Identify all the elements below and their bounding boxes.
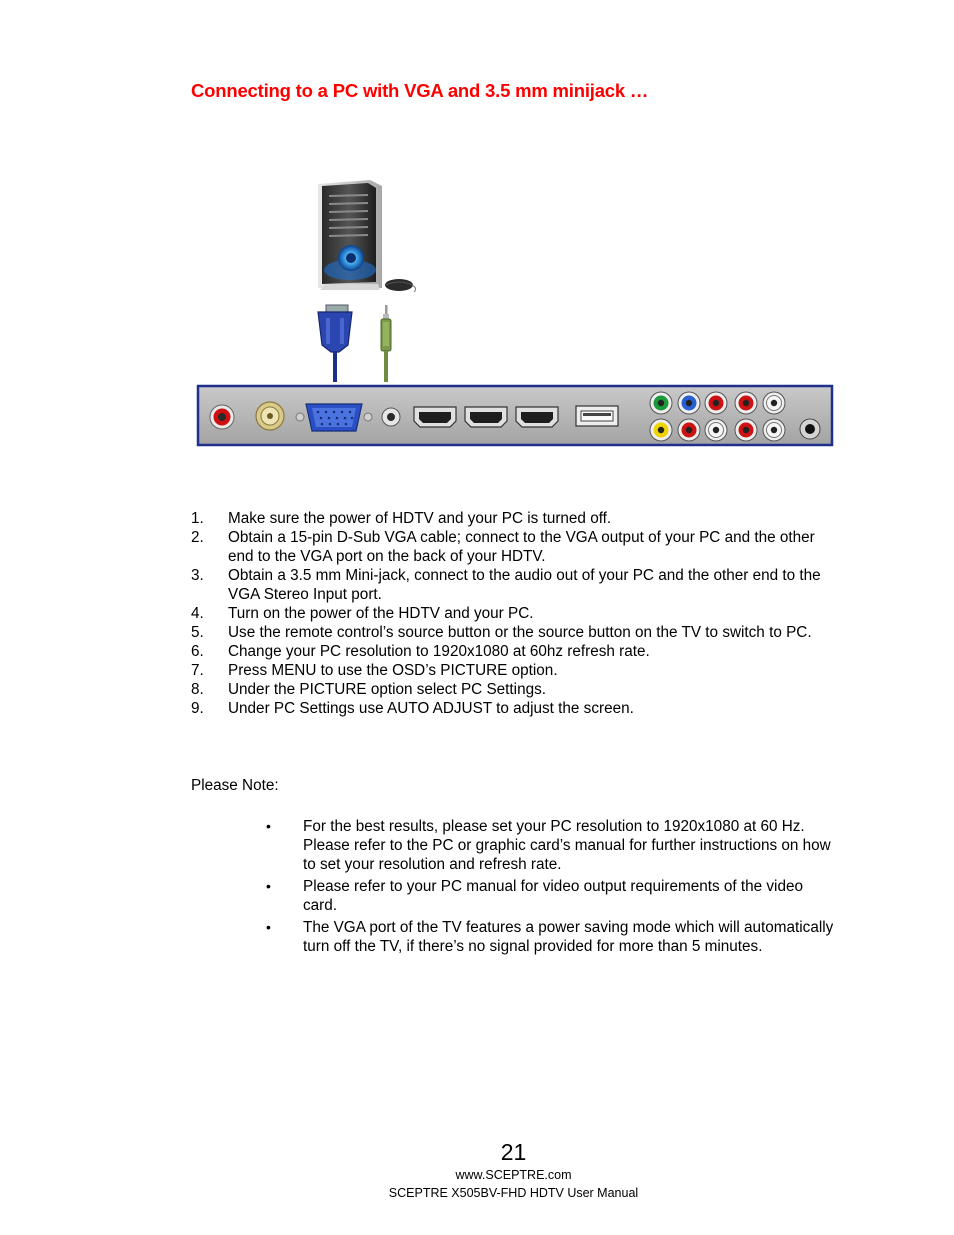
footer-manual-title: SCEPTRE X505BV-FHD HDTV User Manual — [388, 1186, 639, 1200]
coax-antenna-port — [256, 402, 284, 430]
minijack-plug-icon — [381, 305, 391, 382]
av-audio-l-port — [705, 419, 727, 441]
audio-l-port — [763, 392, 785, 414]
page-title: Connecting to a PC with VGA and 3.5 mm minijack … — [191, 80, 649, 101]
page-number: 21 — [500, 1139, 527, 1165]
usb-port — [576, 406, 618, 426]
list-item: 6. Change your PC resolution to 1920x1080 at 60hz refresh rate. — [191, 643, 650, 660]
mouse-icon — [385, 279, 416, 292]
list-item: 4. Turn on the power of the HDTV and your PC. — [191, 605, 534, 622]
list-item: • For the best results, please set your PC resolution to 1920x1080 at 60 Hz. Please refer to the PC or graphic card’s manual for further instructions on how to set your resolution and refresh rate. — [266, 818, 831, 873]
bullet-icon: • — [266, 878, 271, 894]
steps-list — [191, 509, 841, 718]
tv-back-panel — [198, 386, 832, 445]
list-item: 1. Make sure the power of HDTV and your PC is turned off. — [191, 510, 612, 527]
pc-audio-in-port — [382, 408, 400, 426]
component-y-port — [650, 392, 672, 414]
audio-l-2-port — [763, 419, 785, 441]
audio-r-2-port — [735, 419, 757, 441]
list-item: • The VGA port of the TV features a power saving mode which will automatically turn off the TV, if there’s no signal provided for more than 5 minutes. — [266, 919, 834, 955]
audio-r-port — [735, 392, 757, 414]
vga-plug-icon — [318, 305, 352, 382]
rca-audio-out-port — [210, 405, 234, 429]
list-item: • Please refer to your PC manual for video output requirements of the video card. — [266, 878, 803, 914]
footer-url: www.SCEPTRE.com — [455, 1168, 572, 1182]
list-item: 9. Under PC Settings use AUTO ADJUST to adjust the screen. — [191, 700, 634, 717]
av-audio-r-port — [678, 419, 700, 441]
headphone-port — [800, 419, 820, 439]
list-item: 8. Under the PICTURE option select PC Settings. — [191, 681, 546, 698]
bullet-icon: • — [266, 919, 271, 935]
notes-list — [266, 817, 836, 959]
bullet-icon: • — [266, 818, 271, 834]
list-item: 2. Obtain a 15-pin D-Sub VGA cable; connect to the VGA output of your PC and the other end to the VGA port on the back of your HDTV. — [191, 529, 815, 565]
hdmi-port-1 — [414, 407, 456, 427]
connection-diagram — [0, 170, 954, 460]
desktop-tower-icon — [318, 180, 382, 290]
list-item: 3. Obtain a 3.5 mm Mini-jack, connect to the audio out of your PC and the other end to the VGA Stereo Input port. — [191, 567, 821, 603]
av-video-port — [650, 419, 672, 441]
list-item: 5. Use the remote control’s source button or the source button on the TV to switch to PC. — [191, 624, 812, 641]
component-pr-port — [705, 392, 727, 414]
component-pb-port — [678, 392, 700, 414]
hdmi-port-2 — [465, 407, 507, 427]
list-item: 7. Press MENU to use the OSD’s PICTURE option. — [191, 662, 558, 679]
hdmi-port-3 — [516, 407, 558, 427]
note-label: Please Note: — [191, 777, 279, 794]
